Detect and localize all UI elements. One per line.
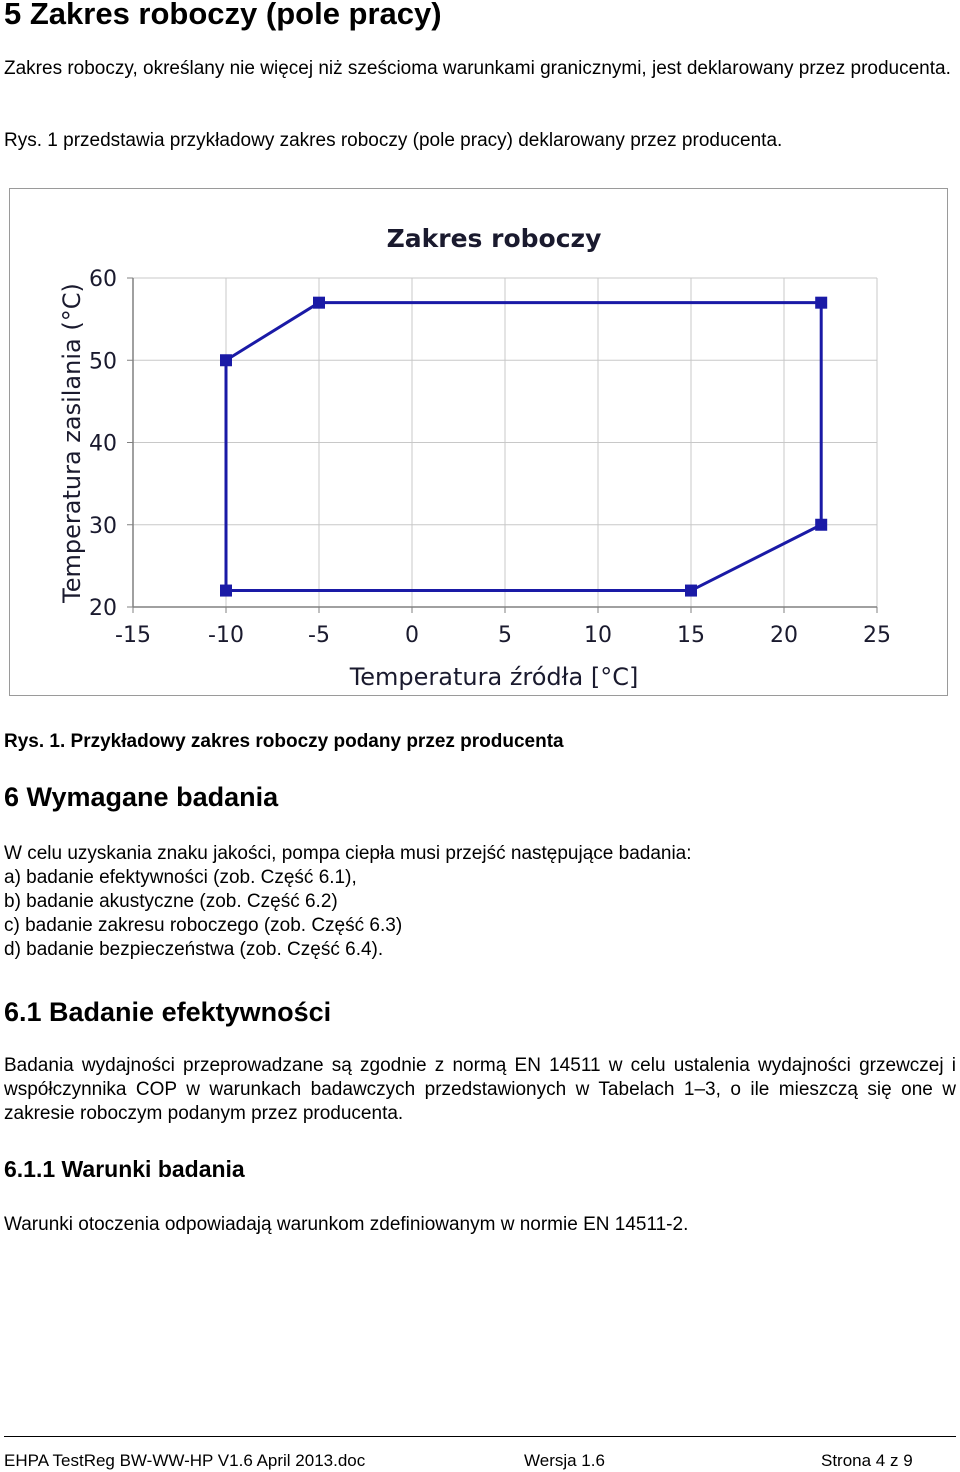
list-item: a) badanie efektywności (zob. Część 6.1), (4, 867, 357, 888)
x-axis-label: Temperatura źródła [°C] (349, 663, 639, 691)
required-tests-list (4, 866, 402, 962)
operating-range-figure (9, 188, 948, 696)
x-tick-label: 25 (863, 623, 891, 648)
x-tick-label: 0 (405, 623, 419, 648)
figure-caption: Rys. 1. Przykładowy zakres roboczy podany przez producenta (4, 731, 564, 752)
section-6-1-1-heading: 6.1.1 Warunki badania (4, 1156, 245, 1182)
data-point-marker (313, 297, 325, 309)
footer-version: Wersja 1.6 (524, 1451, 605, 1470)
footer-divider (4, 1436, 956, 1437)
data-point-marker (815, 297, 827, 309)
y-tick-label: 60 (89, 267, 117, 292)
x-tick-label: 15 (677, 623, 705, 648)
section-6-heading: 6 Wymagane badania (4, 782, 279, 812)
data-point-marker (220, 354, 232, 366)
x-tick-label: -5 (308, 623, 330, 648)
section-6-1-heading: 6.1 Badanie efektywności (4, 997, 332, 1027)
section-6-1-1-paragraph: Warunki otoczenia odpowiadają warunkom zdefiniowanym w normie EN 14511-2. (4, 1214, 689, 1235)
y-tick-label: 30 (89, 513, 117, 539)
section-6-intro: W celu uzyskania znaku jakości, pompa ciepła musi przejść następujące badania: (4, 843, 692, 864)
list-item: c) badanie zakresu roboczego (zob. Część 6.3) (4, 915, 403, 936)
section-5-heading: 5 Zakres roboczy (pole pracy) (4, 0, 442, 31)
x-tick-label: 5 (498, 623, 512, 648)
data-point-marker (815, 519, 827, 531)
footer-document-name: EHPA TestReg BW-WW-HP V1.6 April 2013.doc (4, 1451, 366, 1470)
x-tick-label: 10 (584, 623, 612, 648)
y-tick-label: 40 (89, 431, 117, 457)
section-5-paragraph-1: Zakres roboczy, określany nie więcej niż sześcioma warunkami granicznymi, jest deklarowany przez producenta. (4, 58, 951, 79)
list-item: d) badanie bezpieczeństwa (zob. Część 6.4). (4, 939, 384, 960)
x-tick-label: -15 (115, 623, 151, 648)
range-boundary-line (226, 303, 821, 591)
data-point-marker (685, 585, 697, 597)
y-axis-label: Temperatura zasilania (°C) (58, 283, 86, 603)
y-tick-label: 50 (89, 349, 117, 375)
chart-title: Zakres roboczy (386, 224, 602, 253)
data-point-marker (220, 585, 232, 597)
section-6-1-paragraph: Badania wydajności przeprowadzane są zgodnie z normą EN 14511 w celu ustalenia wydajności grzewczej i współczynnika COP w warunkach badawczych przedstawionych w Tabelach 1–3, o ile mieszczą się one w zakresie roboczym podanym przez producenta. (4, 1055, 956, 1124)
operating-range-chart (10, 189, 946, 694)
list-item: b) badanie akustyczne (zob. Część 6.2) (4, 891, 338, 912)
section-5-paragraph-2: Rys. 1 przedstawia przykładowy zakres roboczy (pole pracy) deklarowany przez producenta. (4, 130, 783, 151)
footer-page-number: Strona 4 z 9 (821, 1451, 913, 1470)
y-tick-label: 20 (89, 596, 117, 621)
x-tick-label: -10 (208, 623, 244, 648)
x-tick-label: 20 (770, 623, 798, 648)
